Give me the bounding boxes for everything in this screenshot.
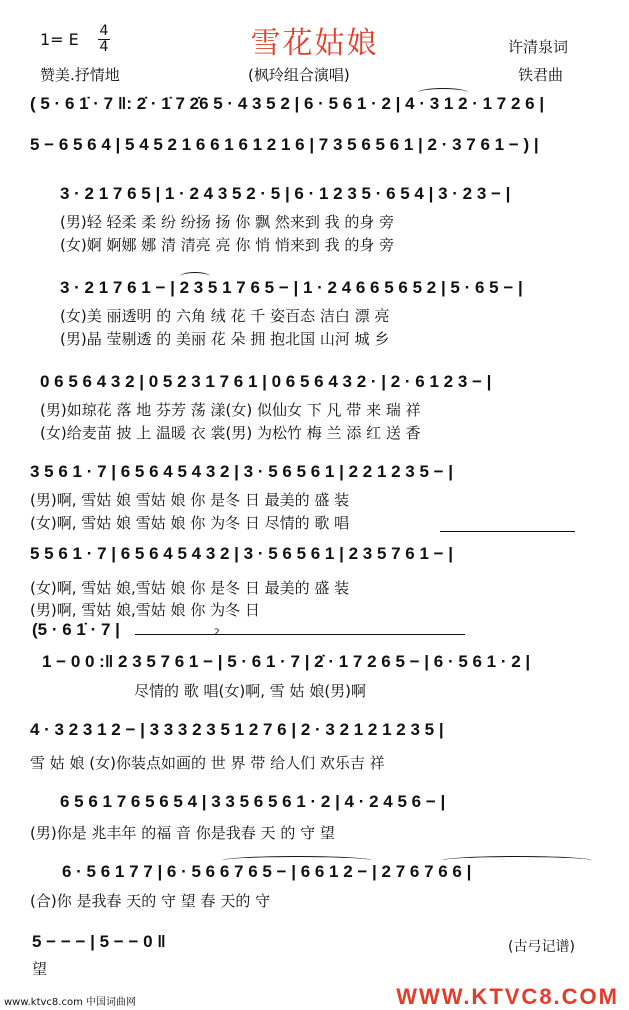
- score-line-6: [30, 462, 590, 532]
- notes: 5 5 6 1 · 7 | 6 5 6 4 5 4 3 2 | 3 · 5 6 5 6 1 | 2 3 5 7 6 1 − |: [30, 544, 454, 563]
- volta-2-label: 2: [214, 628, 220, 638]
- lyric-male: (男)晶 莹剔透 的 美丽 花 朵 拥 抱北国 山河 城 乡: [60, 330, 390, 348]
- notes: 6 5 6 1 7 6 5 6 5 4 | 3 3 5 6 5 6 1 · 2 | 4 · 2 4 5 6 − |: [60, 792, 446, 811]
- score-line-10: [30, 720, 590, 772]
- score-line-2: [30, 135, 590, 167]
- footer-logo: WWW.KTVC8.COM: [396, 984, 619, 1009]
- notes: 6 · 5 6 1 7 7 | 6 · 5 6 6 7 6 5 − | 6 6 1 2 − | 2 7 6 7 6 6 |: [62, 862, 472, 881]
- lyric-male: (男)轻 轻柔 柔 纷 纷扬 扬 你 飘 然来到 我 的身 旁: [60, 213, 395, 231]
- lyric-female: (女)给麦苗 披 上 温暖 衣 裳(男) 为松竹 梅 兰 添 红 送 香: [40, 424, 421, 442]
- score-line-13: [32, 932, 282, 978]
- lyric-female: (女)啊, 雪姑 娘,雪姑 娘 你 是冬 日 最美的 盛 装: [30, 579, 350, 597]
- notes: 3 · 2 1 7 6 5 | 1 · 2 4 3 5 2 · 5 | 6 · 1 2 3 5 · 6 5 4 | 3 · 2 3 − |: [60, 184, 511, 203]
- notes: 4 · 3 2 3 1 2 − | 3 3 3 2 3 5 1 2 7 6 | 2 · 3 2 1 2 1 2 3 5 |: [30, 720, 444, 739]
- score-line-8: [32, 620, 152, 652]
- lyric: (合)你 是我春 天的 守 望 春 天的 守: [30, 892, 271, 910]
- time-top: 4: [99, 23, 109, 39]
- notes: 0 6 5 6 4 3 2 | 0 5 2 3 1 7 6 1 | 0 6 5 6 4 3 2 · | 2 · 6 1 2 3 − |: [40, 372, 492, 391]
- lyric: (男)你是 兆丰年 的福 音 你是我春 天 的 守 望: [30, 824, 335, 842]
- footer-site-text: www.ktvc8.com 中国词曲网: [4, 997, 137, 1008]
- lyric-female: (女)啊, 雪姑 娘 雪姑 娘 你 为冬 日 尽情的 歌 唱: [30, 514, 350, 532]
- score-line-11: [30, 792, 590, 842]
- time-bottom: 4: [99, 39, 109, 55]
- lyric: 尽情的 歌 唱(女)啊, 雪 姑 娘(男)啊: [134, 682, 367, 700]
- score-line-9: [42, 652, 590, 700]
- notes: 3 · 2 1 7 6 1 − | 2 3 5 1 7 6 5 − | 1 · 2 4 6 6 5 6 5 2 | 5 · 6 5 − |: [60, 278, 523, 297]
- lyricist: 许清泉词: [508, 38, 569, 56]
- lyric-male: (男)如琼花 落 地 芬芳 荡 漾(女) 似仙女 下 凡 带 来 瑞 祥: [40, 401, 421, 419]
- notes: 5 − 6 5 6 4 | 5 4 5 2 1 6 6 1 6 1 2 1 6 | 7 3 5 6 5 6 1 | 2 · 3 7 6 1 − ) |: [30, 135, 539, 154]
- lyric-male: (男)啊, 雪姑 娘,雪姑 娘 你 为冬 日: [30, 601, 260, 619]
- score-line-4: [60, 278, 590, 348]
- composer: 铁君曲: [518, 66, 564, 84]
- volta-2: [135, 634, 465, 635]
- score-line-1: [30, 94, 590, 126]
- notation-source: (古弓记谱): [508, 939, 575, 955]
- notes: ( 5 · 6 1̇ · 7 ‖: 2̇ · 1̇ 7 2̇6 5 · 4 3 5 2 | 6 · 5 6 1 · 2 | 4 · 3 1 2 · 1 7 2 6 |: [30, 94, 545, 113]
- volta-1: [440, 531, 575, 532]
- song-title: 雪花姑娘: [250, 26, 379, 61]
- lyric: 望: [32, 960, 48, 978]
- key-signature: 1= E: [40, 30, 79, 49]
- performer: (枫玲组合演唱): [248, 66, 350, 84]
- lyric: 雪 姑 娘 (女)你装点如画的 世 界 带 给人们 欢乐吉 祥: [30, 754, 385, 772]
- notes: (5 · 6 1̇ · 7 |: [32, 620, 120, 639]
- lyric-male: (男)啊, 雪姑 娘 雪姑 娘 你 是冬 日 最美的 盛 装: [30, 491, 350, 509]
- lyric-female: (女)美 丽透明 的 六角 绒 花 千 姿百态 洁白 漂 亮: [60, 307, 390, 325]
- notes: 5 − − − | 5 − − 0 ‖: [32, 932, 166, 951]
- score-line-3: [60, 184, 590, 254]
- notes: 3 5 6 1 · 7 | 6 5 6 4 5 4 3 2 | 3 · 5 6 5 6 1 | 2 2 1 2 3 5 − |: [30, 462, 454, 481]
- score-line-7: [30, 544, 590, 619]
- lyric-female: (女)婀 婀娜 娜 清 清亮 亮 你 悄 悄来到 我 的身 旁: [60, 236, 395, 254]
- expression: 赞美.抒情地: [40, 66, 120, 84]
- notes: 1 − 0 0 :‖ 2 3 5 7 6 1 − | 5 · 6 1 · 7 | 2̇ · 1 7 2 6 5 − | 6 · 5 6 1 · 2 |: [42, 652, 531, 671]
- score-line-5: [40, 372, 590, 442]
- score-line-12: [30, 862, 602, 910]
